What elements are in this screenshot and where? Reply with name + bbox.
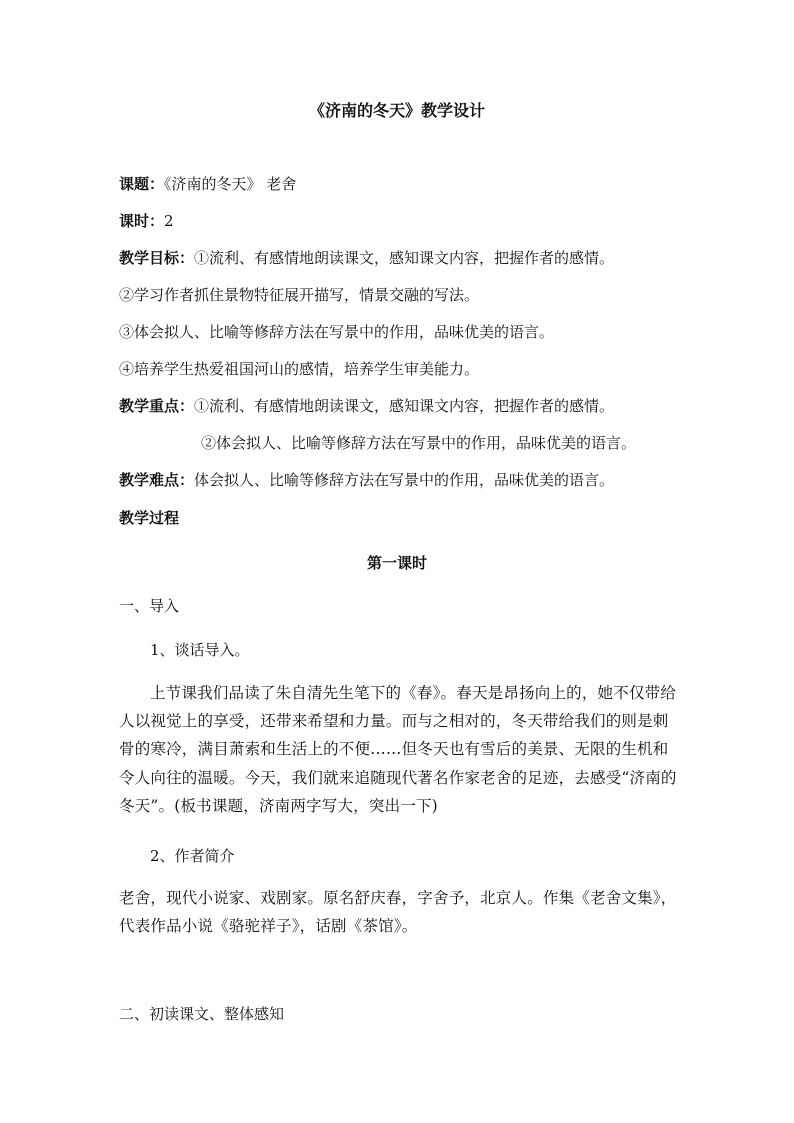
goals-label: 教学目标：: [119, 249, 195, 267]
goals-item-1: ①流利、有感情地朗读课文，感知课文内容，把握作者的感情。: [194, 249, 615, 267]
hours-line: [119, 211, 174, 231]
goals-item-3: ③体会拟人、比喻等修辞方法在写景中的作用，品味优美的语言。: [119, 323, 555, 341]
author-paragraph: 老舍，现代小说家、戏剧家。原名舒庆春，字舍予，北京人。作集《老舍文集》，代表作品小说《骆驼祥子》，话剧《茶馆》。: [119, 889, 677, 936]
difficulty-value: 体会拟人、比喻等修辞方法在写景中的作用，品味优美的语言。: [194, 471, 615, 489]
key-item-1: ①流利、有感情地朗读课文，感知课文内容，把握作者的感情。: [194, 397, 615, 415]
section-1-heading: 一、导入: [119, 597, 180, 615]
key-label: 教学重点：: [119, 397, 195, 415]
course-value: 《济南的冬天》 老舍: [164, 175, 297, 193]
goals-item-2: ②学习作者抓住景物特征展开描写，情景交融的写法。: [119, 286, 480, 304]
goals-item-4: ④培养学生热爱祖国河山的感情，培养学生审美能力。: [119, 360, 480, 378]
key-item-2: ②体会拟人、比喻等修辞方法在写景中的作用，品味优美的语言。: [201, 434, 637, 452]
item-1-heading: 1、谈话导入。: [150, 641, 250, 659]
goals-line-1: [119, 248, 614, 268]
process-heading: 教学过程: [119, 509, 180, 527]
difficulty-line: [119, 470, 614, 490]
intro-paragraph: 上节课我们品读了朱自清先生笔下的《春》。春天是昂扬向上的，她不仅带给人以视觉上的享受，还带来希望和力量。而与之相对的，冬天带给我们的则是刺骨的寒冷，满目萧索和生活上的不便……但冬天也有雪后的美景、无限的生机和令人向往的温暖。今天，我们就来追随现代著名作家老舍的足迹，去感受“济南的冬天”。(板书课题，济南两字写大，突出一下): [119, 684, 677, 815]
difficulty-label: 教学难点：: [119, 471, 195, 489]
hours-value: 2: [164, 212, 174, 230]
lesson-heading: 第一课时: [366, 554, 427, 572]
item-2-heading: 2、作者简介: [150, 847, 235, 865]
page-title: 《济南的冬天》教学设计: [308, 101, 485, 120]
key-line-1: [119, 396, 614, 416]
course-line: [119, 174, 296, 194]
course-label: 课题：: [119, 175, 165, 193]
hours-label: 课时：: [119, 212, 165, 230]
section-2-heading: 二、初读课文、整体感知: [119, 1005, 285, 1023]
